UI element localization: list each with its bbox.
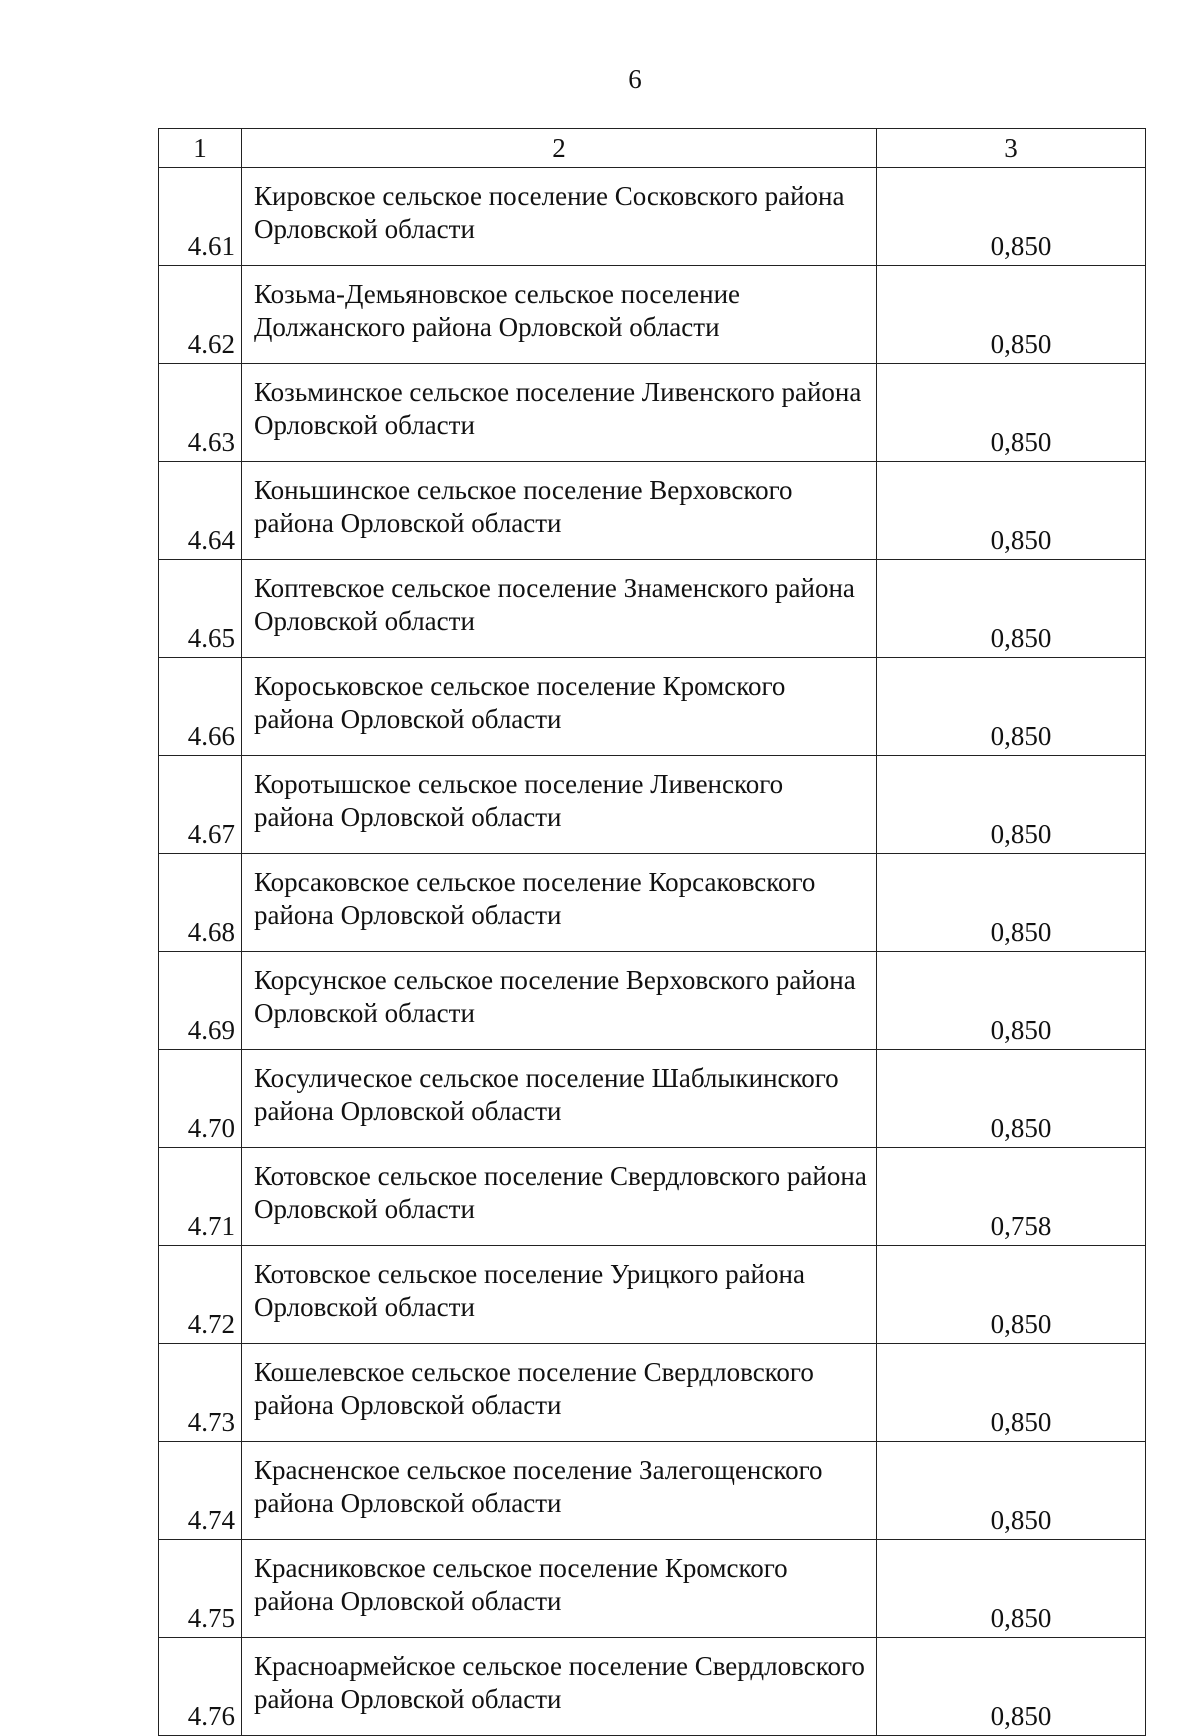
coefficient-value: 0,850 bbox=[877, 658, 1146, 756]
settlement-name: Кировское сельское поселение Сосковского района Орловской области bbox=[242, 168, 877, 266]
table-row bbox=[159, 1148, 1146, 1246]
table-row bbox=[159, 1050, 1146, 1148]
table-body bbox=[159, 129, 1146, 1736]
page-number: 6 bbox=[628, 64, 642, 94]
row-number: 4.67 bbox=[159, 756, 242, 854]
settlement-name: Коротышское сельское поселение Ливенского района Орловской области bbox=[242, 756, 877, 854]
settlement-name: Козьма-Демьяновское сельское поселение Должанского района Орловской области bbox=[242, 266, 877, 364]
table-row bbox=[159, 952, 1146, 1050]
settlement-name: Козьминское сельское поселение Ливенского района Орловской области bbox=[242, 364, 877, 462]
table-row bbox=[159, 462, 1146, 560]
coefficient-value: 0,850 bbox=[877, 756, 1146, 854]
settlement-name: Косулическое сельское поселение Шаблыкинского района Орловской области bbox=[242, 1050, 877, 1148]
row-number: 4.70 bbox=[159, 1050, 242, 1148]
row-number: 4.65 bbox=[159, 560, 242, 658]
settlement-name: Коптевское сельское поселение Знаменского района Орловской области bbox=[242, 560, 877, 658]
table-row bbox=[159, 658, 1146, 756]
settlement-name: Корсунское сельское поселение Верховского района Орловской области bbox=[242, 952, 877, 1050]
table-row bbox=[159, 756, 1146, 854]
row-number: 4.71 bbox=[159, 1148, 242, 1246]
coefficient-value: 0,850 bbox=[877, 1246, 1146, 1344]
table-row bbox=[159, 168, 1146, 266]
coefficient-value: 0,850 bbox=[877, 1540, 1146, 1638]
coefficient-value: 0,850 bbox=[877, 854, 1146, 952]
coefficient-value: 0,850 bbox=[877, 266, 1146, 364]
settlement-name: Красниковское сельское поселение Кромского района Орловской области bbox=[242, 1540, 877, 1638]
row-number: 4.76 bbox=[159, 1638, 242, 1736]
coefficient-value: 0,850 bbox=[877, 1638, 1146, 1736]
settlement-name: Корсаковское сельское поселение Корсаковского района Орловской области bbox=[242, 854, 877, 952]
table-header-row bbox=[159, 129, 1146, 168]
table-row bbox=[159, 1344, 1146, 1442]
row-number: 4.63 bbox=[159, 364, 242, 462]
coefficient-value: 0,758 bbox=[877, 1148, 1146, 1246]
header-col-2: 2 bbox=[242, 129, 877, 168]
settlement-name: Красноармейское сельское поселение Свердловского района Орловской области bbox=[242, 1638, 877, 1736]
settlements-table bbox=[158, 128, 1146, 1736]
row-number: 4.72 bbox=[159, 1246, 242, 1344]
table-row bbox=[159, 1540, 1146, 1638]
settlement-name: Коньшинское сельское поселение Верховского района Орловской области bbox=[242, 462, 877, 560]
coefficient-value: 0,850 bbox=[877, 364, 1146, 462]
settlement-name: Котовское сельское поселение Урицкого района Орловской области bbox=[242, 1246, 877, 1344]
table-row bbox=[159, 1442, 1146, 1540]
row-number: 4.69 bbox=[159, 952, 242, 1050]
coefficient-value: 0,850 bbox=[877, 1442, 1146, 1540]
table-row bbox=[159, 854, 1146, 952]
table-row bbox=[159, 560, 1146, 658]
settlement-name: Короськовское сельское поселение Кромского района Орловской области bbox=[242, 658, 877, 756]
table-row bbox=[159, 1246, 1146, 1344]
coefficient-value: 0,850 bbox=[877, 952, 1146, 1050]
row-number: 4.64 bbox=[159, 462, 242, 560]
coefficient-value: 0,850 bbox=[877, 462, 1146, 560]
settlement-name: Кошелевское сельское поселение Свердловского района Орловской области bbox=[242, 1344, 877, 1442]
row-number: 4.74 bbox=[159, 1442, 242, 1540]
table-row bbox=[159, 266, 1146, 364]
row-number: 4.73 bbox=[159, 1344, 242, 1442]
row-number: 4.61 bbox=[159, 168, 242, 266]
coefficient-value: 0,850 bbox=[877, 168, 1146, 266]
coefficient-value: 0,850 bbox=[877, 1050, 1146, 1148]
row-number: 4.75 bbox=[159, 1540, 242, 1638]
row-number: 4.66 bbox=[159, 658, 242, 756]
table-row bbox=[159, 1638, 1146, 1736]
coefficient-value: 0,850 bbox=[877, 560, 1146, 658]
header-col-1: 1 bbox=[159, 129, 242, 168]
table-row bbox=[159, 364, 1146, 462]
settlement-name: Котовское сельское поселение Свердловского района Орловской области bbox=[242, 1148, 877, 1246]
coefficient-value: 0,850 bbox=[877, 1344, 1146, 1442]
row-number: 4.62 bbox=[159, 266, 242, 364]
row-number: 4.68 bbox=[159, 854, 242, 952]
settlement-name: Красненское сельское поселение Залегощенского района Орловской области bbox=[242, 1442, 877, 1540]
header-col-3: 3 bbox=[877, 129, 1146, 168]
